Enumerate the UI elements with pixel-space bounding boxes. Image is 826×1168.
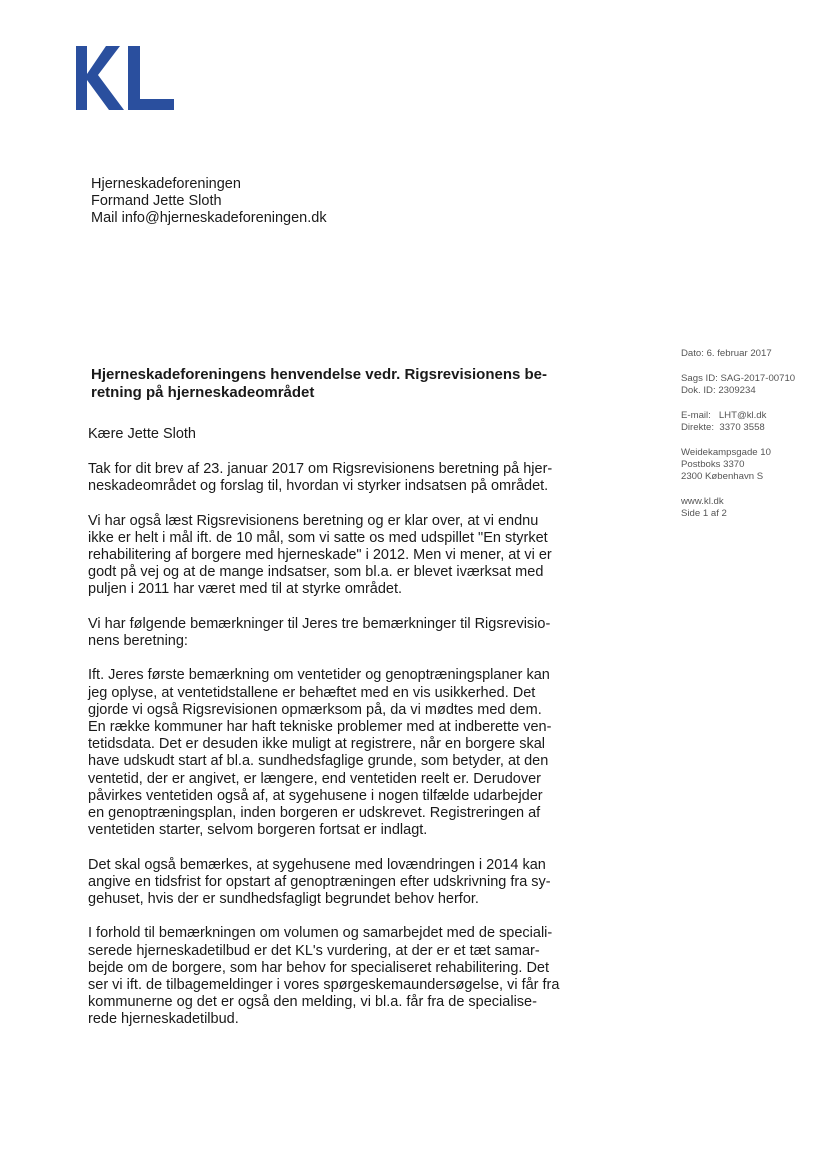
address-postbox: Postboks 3370: [681, 459, 745, 470]
contact-phone: Direkte: 3370 3558: [681, 422, 765, 433]
kl-logo: [76, 46, 176, 110]
page-number: Side 1 af 2: [681, 508, 727, 519]
text-line: jeg oplyse, at ventetidstallene er behæftet med en vis usikkerhed. Det: [88, 684, 536, 701]
text-line: ventetid, der er angivet, er længere, end ventetiden reelt er. Derudover: [88, 770, 541, 787]
text-line: ser vi ift. de tilbagemeldinger i vores spørgeskemaundersøgelse, vi får fra: [88, 977, 560, 994]
recipient-address: [91, 176, 327, 227]
paragraph-1: [88, 461, 568, 495]
address-city: 2300 København S: [681, 471, 764, 482]
text-line: have udskudt start af bl.a. sundhedsfaglige grunde, som betyder, at den: [88, 753, 549, 770]
text-line: I forhold til bemærkningen om volumen og samarbejdet med de speciali-: [88, 925, 553, 942]
title-line: retning på hjerneskadeområdet: [91, 384, 315, 401]
document-id: Dok. ID: 2309234: [681, 385, 756, 396]
text-line: påvirkes ventetiden også af, at sygehusene i nogen tilfælde udarbejder: [88, 787, 543, 804]
text-line: Det skal også bemærkes, at sygehusene med lovændringen i 2014 kan: [88, 856, 546, 873]
text-line: angive en tidsfrist for opstart af genoptræningen efter udskrivning fra sy-: [88, 873, 551, 890]
website-link[interactable]: www.kl.dk: [681, 496, 724, 507]
text-line: En række kommuner har haft tekniske problemer med at indberette ven-: [88, 719, 552, 735]
text-line: nens beretning:: [88, 633, 188, 649]
salutation: Kære Jette Sloth: [88, 426, 196, 442]
date-line: Dato: 6. februar 2017: [681, 348, 772, 359]
sidebar-metadata: [681, 348, 795, 533]
contact-email: E-mail: LHT@kl.dk: [681, 410, 767, 421]
title-line: Hjerneskadeforeningens henvendelse vedr. Rigsrevisionens be-: [91, 366, 547, 383]
text-line: ikke er helt i mål ift. de 10 mål, som vi satte os med udspillet "En styrket: [88, 529, 548, 546]
text-line: serede hjerneskadetilbud er det KL's vurdering, at der er et tæt samar-: [88, 942, 540, 959]
text-line: godt på vej og at de mange indsatser, som bl.a. er blevet iværksat med: [88, 564, 544, 581]
kl-logo-k-glyph: [76, 46, 124, 110]
address-street: Weidekampsgade 10: [681, 447, 771, 458]
paragraph-4: [88, 667, 568, 839]
paragraph-5: [88, 857, 568, 909]
text-line: puljen i 2011 har været med til at styrke området.: [88, 581, 403, 598]
paragraph-6: [88, 925, 568, 1028]
text-line: tetidsdata. Det er desuden ikke muligt at registrere, når en borgere skal: [88, 736, 545, 753]
recipient-person: Formand Jette Sloth: [91, 193, 222, 209]
text-line: gehuset, hvis der er sundhedsfagligt begrundet behov herfor.: [88, 891, 479, 908]
text-line: Vi har også læst Rigsrevisionens beretning og er klar over, at vi endnu: [88, 512, 539, 529]
text-line: Tak for dit brev af 23. januar 2017 om Rigsrevisionens beretning på hjer-: [88, 461, 553, 477]
recipient-organization: Hjerneskadeforeningen: [91, 176, 241, 192]
text-line: Vi har følgende bemærkninger til Jeres tre bemærkninger til Rigsrevisio-: [88, 615, 551, 632]
paragraph-2: [88, 513, 568, 599]
text-line: neskadeområdet og forslag til, hvordan vi styrker indsatsen på området.: [88, 478, 549, 495]
paragraph-3: [88, 616, 568, 650]
text-line: en genoptræningsplan, inden borgeren er udskrevet. Registreringen af: [88, 805, 541, 822]
text-line: ventetiden starter, selvom borgeren fortsat er indlagt.: [88, 822, 428, 839]
kl-logo-l-glyph: [128, 46, 174, 110]
case-id: Sags ID: SAG-2017-00710: [681, 373, 796, 384]
text-line: bejde om de borgere, som har behov for specialiseret rehabilitering. Det: [88, 959, 550, 976]
text-line: rehabilitering af borgere med hjerneskade" i 2012. Men vi mener, at vi er: [88, 547, 552, 563]
letter-title: [91, 366, 561, 402]
text-line: rede hjerneskadetilbud.: [88, 1011, 239, 1028]
recipient-email: Mail info@hjerneskadeforeningen.dk: [91, 210, 327, 226]
text-line: Ift. Jeres første bemærkning om ventetider og genoptræningsplaner kan: [88, 667, 550, 684]
text-line: kommunerne og det er også den melding, vi bl.a. får fra de specialise-: [88, 994, 537, 1011]
letter-body: [88, 426, 568, 1046]
text-line: gjorde vi også Rigsrevisionen opmærksom på, da vi mødtes med dem.: [88, 701, 542, 718]
